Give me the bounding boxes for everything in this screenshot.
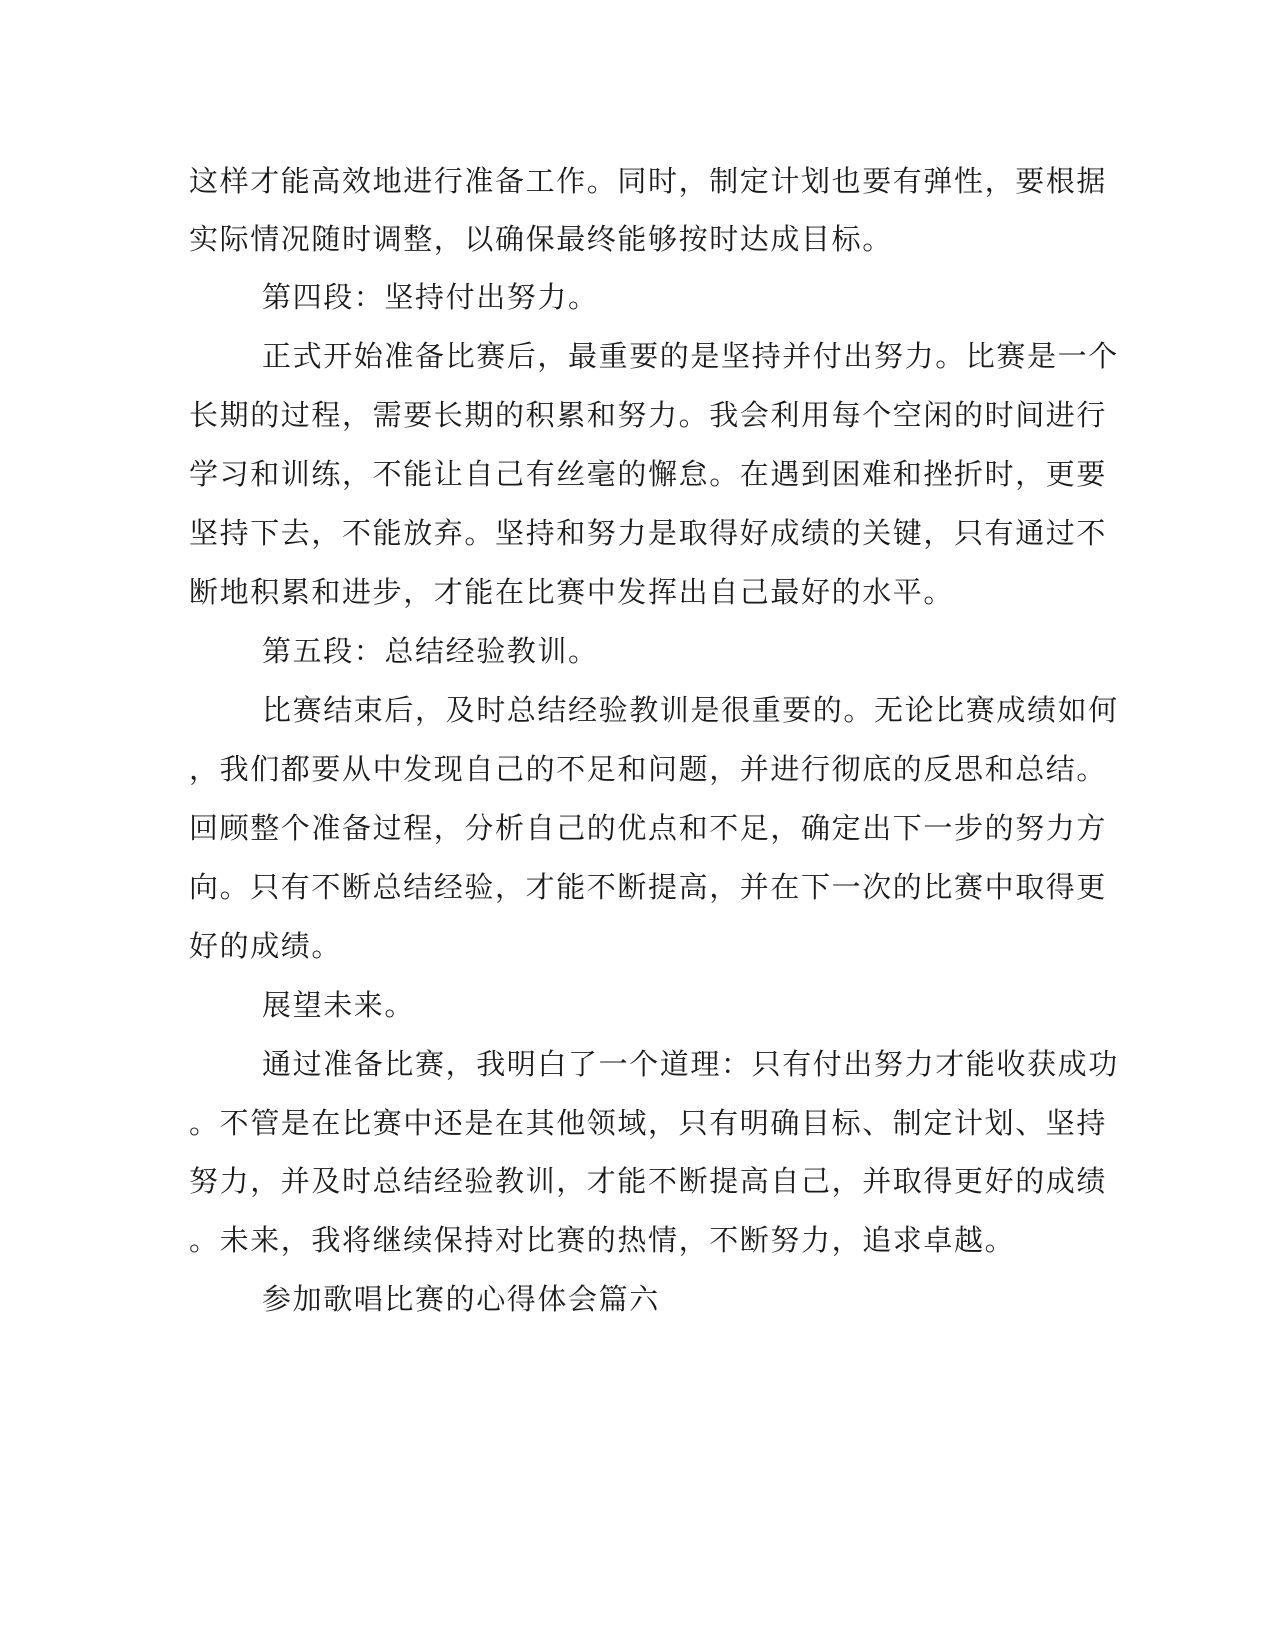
text-line: 回顾整个准备过程，分析自己的优点和不足，确定出下一步的努力方 [189, 811, 1108, 845]
section-heading: 第五段：总结经验教训。 [262, 634, 599, 668]
text-line: 实际情况随时调整，以确保最终能够按时达成目标。 [189, 222, 893, 256]
section-heading: 第四段：坚持付出努力。 [262, 280, 599, 314]
text-line: 比赛结束后，及时总结经验教训是很重要的。无论比赛成绩如何 [262, 693, 1119, 727]
text-line: 坚持下去，不能放弃。坚持和努力是取得好成绩的关键，只有通过不 [189, 516, 1108, 550]
article-title: 参加歌唱比赛的心得体会篇六 [262, 1282, 660, 1316]
text-line: 通过准备比赛，我明白了一个道理：只有付出努力才能收获成功 [262, 1047, 1119, 1081]
text-line: 长期的过程，需要长期的积累和努力。我会利用每个空闲的时间进行 [189, 398, 1108, 432]
text-line: 。未来，我将继续保持对比赛的热情，不断努力，追求卓越。 [189, 1223, 1016, 1257]
text-line: 正式开始准备比赛后，最重要的是坚持并付出努力。比赛是一个 [262, 339, 1119, 373]
text-line: ，我们都要从中发现自己的不足和问题，并进行彻底的反思和总结。 [189, 752, 1108, 786]
text-line: 。不管是在比赛中还是在其他领域，只有明确目标、制定计划、坚持 [189, 1106, 1108, 1140]
text-line: 这样才能高效地进行准备工作。同时，制定计划也要有弹性，要根据 [189, 164, 1108, 198]
text-line: 学习和训练，不能让自己有丝毫的懈怠。在遇到困难和挫折时，更要 [189, 457, 1108, 491]
text-line: 断地积累和进步，才能在比赛中发挥出自己最好的水平。 [189, 575, 955, 609]
text-line: 努力，并及时总结经验教训，才能不断提高自己，并取得更好的成绩 [189, 1164, 1108, 1198]
text-line: 好的成绩。 [189, 929, 343, 963]
text-line: 向。只有不断总结经验，才能不断提高，并在下一次的比赛中取得更 [189, 870, 1108, 904]
section-heading: 展望未来。 [262, 988, 416, 1022]
